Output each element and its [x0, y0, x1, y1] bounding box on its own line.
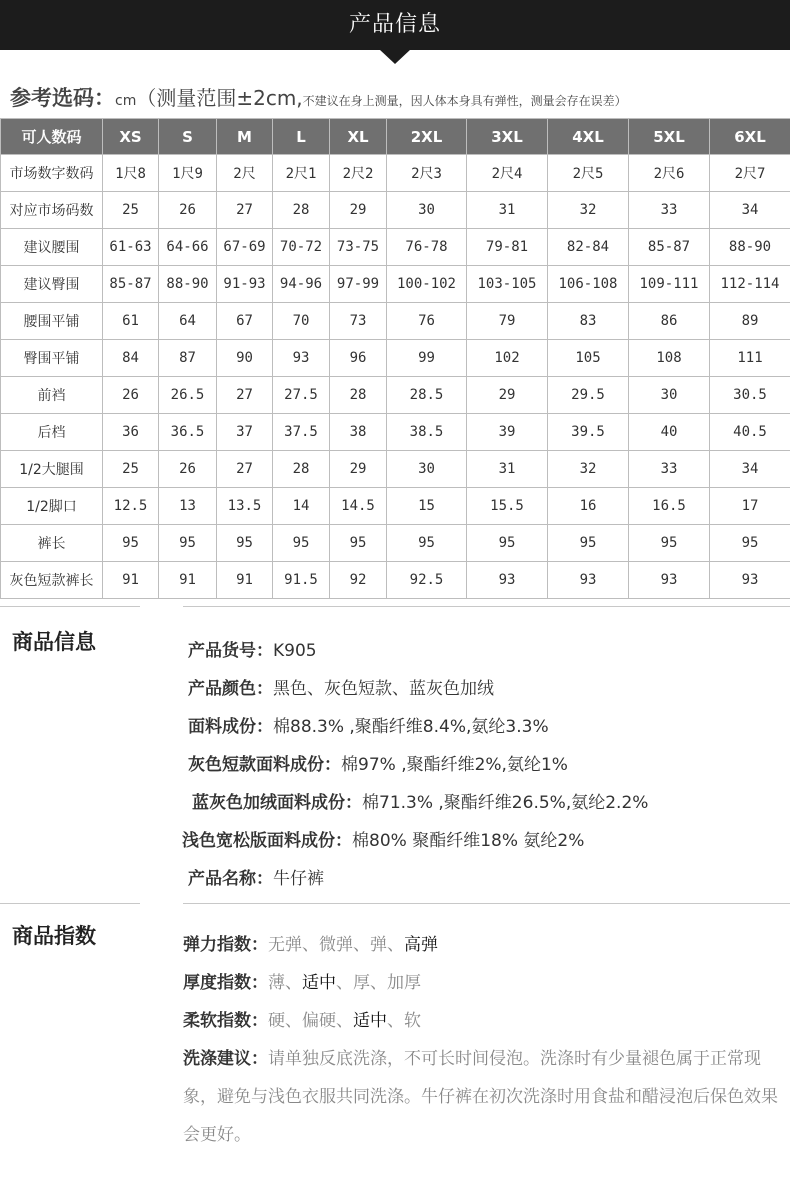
product-index-item — [183, 930, 438, 955]
table-cell: 38.5 — [387, 414, 467, 451]
table-cell: 27 — [217, 451, 273, 488]
table-cell: 90 — [217, 340, 273, 377]
size-table-header — [1, 119, 790, 155]
table-cell: 85-87 — [103, 266, 159, 303]
index-option: 软 — [404, 1011, 421, 1031]
table-row — [1, 229, 790, 266]
info-value: 棉88.3% ,聚酯纤维8.4%,氨纶3.3% — [273, 717, 549, 737]
table-cell: 91-93 — [217, 266, 273, 303]
option-separator: 、 — [302, 935, 319, 955]
table-cell: 92 — [330, 562, 387, 599]
product-info-item — [188, 750, 568, 775]
table-cell: 102 — [467, 340, 548, 377]
table-cell: 16.5 — [629, 488, 710, 525]
table-cell: 93 — [467, 562, 548, 599]
size-table — [0, 118, 790, 599]
table-cell: 95 — [103, 525, 159, 562]
info-value: 黑色、灰色短款、蓝灰色加绒 — [273, 679, 494, 699]
table-row — [1, 155, 790, 192]
table-cell: 76-78 — [387, 229, 467, 266]
table-cell: 82-84 — [548, 229, 629, 266]
product-info-item — [182, 826, 584, 851]
info-value: 棉71.3% ,聚酯纤维26.5%,氨纶2.2% — [362, 793, 649, 813]
info-value: 棉80% 聚酯纤维18% 氨纶2% — [352, 831, 585, 851]
option-separator: 、 — [336, 973, 353, 993]
table-cell: 2尺3 — [387, 155, 467, 192]
table-cell: 95 — [273, 525, 330, 562]
table-cell: 29.5 — [548, 377, 629, 414]
index-key: 柔软指数： — [183, 1011, 268, 1031]
table-cell: 91 — [217, 562, 273, 599]
table-cell: 15.5 — [467, 488, 548, 525]
table-cell: 2尺1 — [273, 155, 330, 192]
divider — [0, 606, 140, 607]
table-cell: 30 — [387, 451, 467, 488]
wash-advice-key: 洗涤建议： — [183, 1049, 268, 1069]
table-cell: 25 — [103, 451, 159, 488]
table-cell: 88-90 — [710, 229, 790, 266]
table-cell: 2尺5 — [548, 155, 629, 192]
table-cell: 95 — [159, 525, 217, 562]
table-cell: 13.5 — [217, 488, 273, 525]
index-option: 加厚 — [387, 973, 421, 993]
size-table-body — [1, 155, 790, 599]
table-cell: 95 — [629, 525, 710, 562]
row-label: 1/2大腿围 — [1, 451, 103, 488]
table-cell: 94-96 — [273, 266, 330, 303]
table-cell: 29 — [330, 451, 387, 488]
table-cell: 95 — [710, 525, 790, 562]
table-cell: 25 — [103, 192, 159, 229]
table-cell: 61 — [103, 303, 159, 340]
table-cell: 97-99 — [330, 266, 387, 303]
table-cell: 36.5 — [159, 414, 217, 451]
table-cell: 93 — [710, 562, 790, 599]
option-separator: 、 — [336, 1011, 353, 1031]
table-cell: 87 — [159, 340, 217, 377]
reference-note: 不建议在身上测量，因人体本身具有弹性，测量会存在误差） — [302, 94, 627, 108]
option-separator: 、 — [387, 1011, 404, 1031]
reference-unit: cm — [115, 93, 137, 109]
table-cell: 39 — [467, 414, 548, 451]
table-cell: 40.5 — [710, 414, 790, 451]
table-cell: 73-75 — [330, 229, 387, 266]
table-cell: 38 — [330, 414, 387, 451]
table-cell: 2尺 — [217, 155, 273, 192]
index-option: 偏硬 — [302, 1011, 336, 1031]
table-cell: 32 — [548, 451, 629, 488]
table-cell: 64 — [159, 303, 217, 340]
size-column-header: XL — [330, 119, 387, 155]
table-cell: 95 — [330, 525, 387, 562]
info-key: 产品名称： — [188, 869, 273, 889]
info-key: 面料成份： — [188, 717, 273, 737]
table-row — [1, 340, 790, 377]
row-label: 前裆 — [1, 377, 103, 414]
size-column-header: S — [159, 119, 217, 155]
table-cell: 40 — [629, 414, 710, 451]
table-cell: 31 — [467, 451, 548, 488]
product-info-item — [188, 864, 324, 889]
reference-title: 参考选码： — [10, 86, 115, 110]
row-label: 建议腰围 — [1, 229, 103, 266]
size-column-header: 2XL — [387, 119, 467, 155]
table-cell: 27 — [217, 192, 273, 229]
table-cell: 93 — [629, 562, 710, 599]
table-cell: 33 — [629, 451, 710, 488]
table-cell: 33 — [629, 192, 710, 229]
table-cell: 79-81 — [467, 229, 548, 266]
table-cell: 89 — [710, 303, 790, 340]
wash-advice-text: 请单独反底洗涤，不可长时间侵泡。洗涤时有少量褪色属于正常现象，避免与浅色衣服共同洗涤。牛仔裤在初次洗涤时用食盐和醋浸泡后保色效果会更好。 — [183, 1049, 778, 1145]
table-cell: 31 — [467, 192, 548, 229]
table-cell: 30 — [629, 377, 710, 414]
table-cell: 27.5 — [273, 377, 330, 414]
size-column-header: 4XL — [548, 119, 629, 155]
index-option-selected: 适中 — [302, 973, 336, 993]
index-key: 厚度指数： — [183, 973, 268, 993]
table-cell: 34 — [710, 451, 790, 488]
info-key: 产品颜色： — [188, 679, 273, 699]
table-cell: 28 — [330, 377, 387, 414]
size-column-header: 3XL — [467, 119, 548, 155]
table-cell: 2尺4 — [467, 155, 548, 192]
index-option-selected: 适中 — [353, 1011, 387, 1031]
table-cell: 30 — [387, 192, 467, 229]
table-cell: 86 — [629, 303, 710, 340]
table-cell: 70 — [273, 303, 330, 340]
row-label: 臀围平铺 — [1, 340, 103, 377]
table-cell: 29 — [330, 192, 387, 229]
product-info-item — [188, 674, 494, 699]
table-cell: 1尺8 — [103, 155, 159, 192]
product-index-title: 商品指数 — [12, 924, 96, 948]
size-column-header: 5XL — [629, 119, 710, 155]
option-separator: 、 — [285, 973, 302, 993]
table-cell: 30.5 — [710, 377, 790, 414]
index-option: 薄 — [268, 973, 285, 993]
table-cell: 108 — [629, 340, 710, 377]
table-cell: 99 — [387, 340, 467, 377]
table-cell: 26 — [103, 377, 159, 414]
table-cell: 95 — [387, 525, 467, 562]
table-cell: 2尺2 — [330, 155, 387, 192]
row-label: 对应市场码数 — [1, 192, 103, 229]
table-row — [1, 488, 790, 525]
table-cell: 67-69 — [217, 229, 273, 266]
table-cell: 14 — [273, 488, 330, 525]
table-cell: 109-111 — [629, 266, 710, 303]
divider — [183, 606, 790, 607]
option-separator: 、 — [387, 935, 404, 955]
table-cell: 95 — [217, 525, 273, 562]
row-label: 后档 — [1, 414, 103, 451]
size-column-header: M — [217, 119, 273, 155]
table-cell: 29 — [467, 377, 548, 414]
table-cell: 79 — [467, 303, 548, 340]
table-cell: 91.5 — [273, 562, 330, 599]
index-option: 微弹 — [319, 935, 353, 955]
table-cell: 37 — [217, 414, 273, 451]
table-cell: 111 — [710, 340, 790, 377]
table-row — [1, 377, 790, 414]
table-cell: 83 — [548, 303, 629, 340]
option-separator: 、 — [353, 935, 370, 955]
table-cell: 27 — [217, 377, 273, 414]
size-column-header: L — [273, 119, 330, 155]
table-row — [1, 266, 790, 303]
table-cell: 91 — [103, 562, 159, 599]
index-key: 弹力指数： — [183, 935, 268, 955]
table-cell: 36 — [103, 414, 159, 451]
table-row — [1, 192, 790, 229]
row-label: 1/2脚口 — [1, 488, 103, 525]
table-cell: 28 — [273, 451, 330, 488]
size-table-corner-header: 可人数码 — [1, 119, 103, 155]
divider — [183, 903, 790, 904]
index-option-selected: 高弹 — [404, 935, 438, 955]
table-cell: 32 — [548, 192, 629, 229]
table-cell: 16 — [548, 488, 629, 525]
table-cell: 106-108 — [548, 266, 629, 303]
table-row — [1, 525, 790, 562]
table-cell: 26 — [159, 192, 217, 229]
info-key: 产品货号： — [188, 641, 273, 661]
table-cell: 28 — [273, 192, 330, 229]
table-cell: 93 — [273, 340, 330, 377]
reference-line — [10, 82, 785, 112]
size-column-header: XS — [103, 119, 159, 155]
info-key: 灰色短款面料成份： — [188, 755, 341, 775]
table-cell: 92.5 — [387, 562, 467, 599]
row-label: 建议臀围 — [1, 266, 103, 303]
divider — [0, 903, 140, 904]
row-label: 灰色短款裤长 — [1, 562, 103, 599]
table-cell: 100-102 — [387, 266, 467, 303]
info-value: 棉97% ,聚酯纤维2%,氨纶1% — [341, 755, 568, 775]
table-cell: 84 — [103, 340, 159, 377]
index-option: 弹 — [370, 935, 387, 955]
table-cell: 93 — [548, 562, 629, 599]
product-info-item — [188, 636, 317, 661]
table-cell: 64-66 — [159, 229, 217, 266]
table-cell: 14.5 — [330, 488, 387, 525]
table-cell: 39.5 — [548, 414, 629, 451]
info-value: K905 — [273, 641, 317, 661]
table-cell: 17 — [710, 488, 790, 525]
product-info-title: 商品信息 — [12, 630, 96, 654]
info-key: 浅色宽松版面料成份： — [182, 831, 352, 851]
index-option: 厚 — [353, 973, 370, 993]
info-key: 蓝灰色加绒面料成份： — [192, 793, 362, 813]
header-notch — [379, 49, 411, 64]
table-cell: 112-114 — [710, 266, 790, 303]
row-label: 腰围平铺 — [1, 303, 103, 340]
size-column-header: 6XL — [710, 119, 790, 155]
table-cell: 61-63 — [103, 229, 159, 266]
index-option: 无弹 — [268, 935, 302, 955]
reference-range: （测量范围±2cm, — [136, 86, 303, 110]
info-value: 牛仔裤 — [273, 869, 324, 889]
option-separator: 、 — [285, 1011, 302, 1031]
table-cell: 37.5 — [273, 414, 330, 451]
table-row — [1, 562, 790, 599]
product-index-item — [183, 968, 421, 993]
table-cell: 103-105 — [467, 266, 548, 303]
table-cell: 26 — [159, 451, 217, 488]
table-cell: 76 — [387, 303, 467, 340]
table-row — [1, 303, 790, 340]
table-cell: 2尺6 — [629, 155, 710, 192]
table-cell: 1尺9 — [159, 155, 217, 192]
option-separator: 、 — [370, 973, 387, 993]
table-cell: 67 — [217, 303, 273, 340]
table-cell: 73 — [330, 303, 387, 340]
page-title: 产品信息 — [348, 12, 441, 37]
table-cell: 85-87 — [629, 229, 710, 266]
product-index-item — [183, 1006, 421, 1031]
row-label: 市场数字数码 — [1, 155, 103, 192]
table-cell: 12.5 — [103, 488, 159, 525]
row-label: 裤长 — [1, 525, 103, 562]
table-cell: 15 — [387, 488, 467, 525]
table-cell: 91 — [159, 562, 217, 599]
wash-advice — [183, 1040, 788, 1154]
table-cell: 28.5 — [387, 377, 467, 414]
product-info-item — [188, 712, 549, 737]
table-cell: 26.5 — [159, 377, 217, 414]
table-cell: 105 — [548, 340, 629, 377]
table-cell: 96 — [330, 340, 387, 377]
table-cell: 34 — [710, 192, 790, 229]
table-row — [1, 451, 790, 488]
table-cell: 88-90 — [159, 266, 217, 303]
table-cell: 2尺7 — [710, 155, 790, 192]
table-cell: 70-72 — [273, 229, 330, 266]
table-cell: 95 — [467, 525, 548, 562]
index-option: 硬 — [268, 1011, 285, 1031]
table-cell: 95 — [548, 525, 629, 562]
table-cell: 13 — [159, 488, 217, 525]
table-row — [1, 414, 790, 451]
product-info-item — [192, 788, 648, 813]
